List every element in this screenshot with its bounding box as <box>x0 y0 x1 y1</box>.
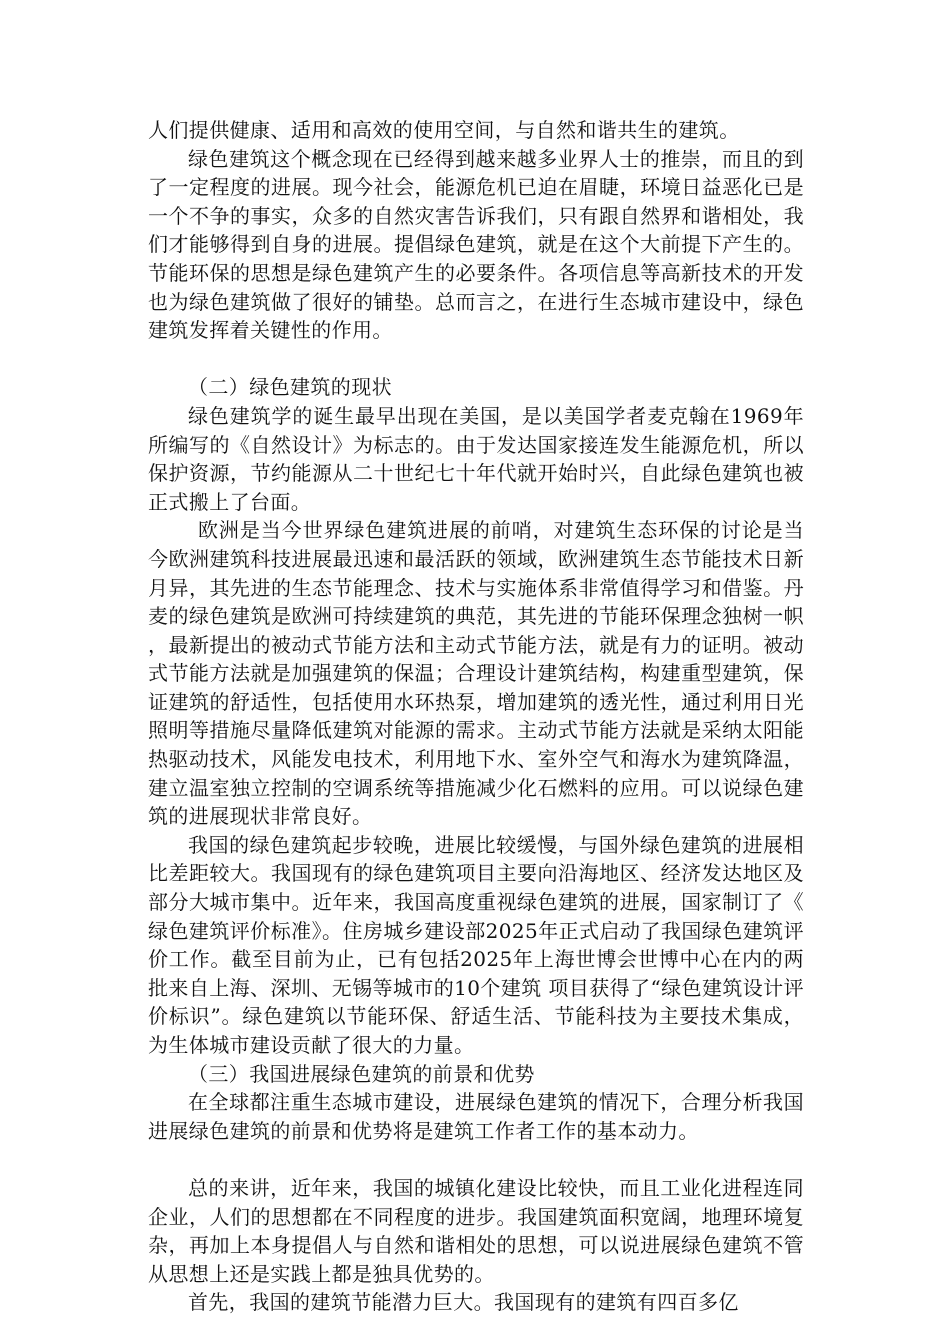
blank-line <box>148 345 804 374</box>
paragraph-intro-continuation: 人们提供健康、适用和高效的使用空间，与自然和谐共生的建筑。 <box>148 118 740 142</box>
paragraph-prospects-intro: 在全球都注重生态城市建设，进展绿色建筑的情况下，合理分析我国进展绿色建筑的前景和优势将是建筑工作者工作的基本动力。 <box>148 1090 804 1143</box>
blank-line <box>148 1145 804 1174</box>
paragraph-origin-america: 绿色建筑学的诞生最早出现在美国，是以美国学者麦克翰在1969年所编写的《自然设计》为标志的。由于发达国家接连发生能源危机，所以保护资源，节约能源从二十世纪七十年代就开始时兴，自此绿色建筑也被正式搬上了台面。 <box>148 403 804 514</box>
section-heading-current-status: （二）绿色建筑的现状 <box>188 375 392 400</box>
paragraph-first-point: 首先，我国的建筑节能潜力巨大。我国现有的建筑有四百多亿 <box>188 1290 739 1315</box>
paragraph-europe: 欧洲是当今世界绿色建筑进展的前哨，对建筑生态环保的讨论是当今欧洲建筑科技进展最迅速和最活跃的领域，欧洲建筑生态节能技术日新月异，其先进的生态节能理念、技术与实施体系非常值得学习和借鉴。丹麦的绿色建筑是欧洲可持续建筑的典范，其先进的节能环保理念独树一帜，最新提出的被动式节能方法和主动式节能方法，就是有力的证明。被动式节能方法就是加强建筑的保温；合理设计建筑结构，构建重型建筑，保证建筑的舒适性，包括使用水环热泵，增加建筑的透光性，通过利用日光照明等措施尽量降低建筑对能源的需求。主动式节能方法就是采纳太阳能热驱动技术，风能发电技术，利用地下水、室外空气和海水为建筑降温，建立温室独立控制的空调系统等措施减少化石燃料的应用。可以说绿色建筑的进展现状非常良好。 <box>148 518 804 829</box>
paragraph-green-building-concept: 绿色建筑这个概念现在已经得到越来越多业界人士的推崇，而且的到了一定程度的进展。现今社会，能源危机已迫在眉睫，环境日益恶化已是一个不争的事实，众多的自然灾害告诉我们，只有跟自然界和谐相处，我们才能够得到自身的进展。提倡绿色建筑，就是在这个大前提下产生的。节能环保的思想是绿色建筑产生的必要条件。各项信息等高新技术的开发也为绿色建筑做了很好的铺垫。总而言之，在进行生态城市建设中，绿色建筑发挥着关键性的作用。 <box>148 146 804 343</box>
document-page <box>148 116 804 1317</box>
paragraph-overall: 总的来讲，近年来，我国的城镇化建设比较快，而且工业化进程连同企业，人们的思想都在不同程度的进步。我国建筑面积宽阔，地理环境复杂，再加上本身提倡人与自然和谐相处的思想，可以说进展绿色建筑不管从思想上还是实践上都是独具优势的。 <box>148 1175 804 1286</box>
paragraph-china-status: 我国的绿色建筑起步较晚，进展比较缓慢，与国外绿色建筑的进展相比差距较大。我国现有的绿色建筑项目主要向沿海地区、经济发达地区及部分大城市集中。近年来，我国高度重视绿色建筑的进展，国家制订了《绿色建筑评价标准》。住房城乡建设部2025年正式启动了我国绿色建筑评价工作。截至目前为止，已有包括2025年上海世博会世博中心在内的两批来自上海、深圳、无锡等城市的10个建筑 项目获得了“绿色建筑设计评价标识”。绿色建筑以节能环保、舒适生活、节能科技为主要技术集成，为生体城市建设贡献了很大的力量。 <box>148 832 804 1057</box>
section-heading-prospects: （三）我国进展绿色建筑的前景和优势 <box>188 1061 535 1086</box>
